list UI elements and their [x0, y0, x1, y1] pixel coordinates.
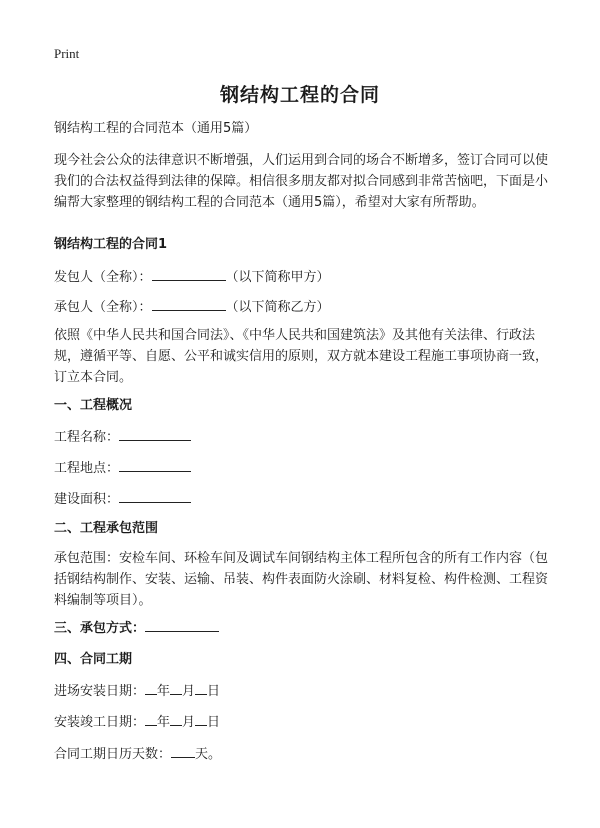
party-a-blank[interactable] [152, 266, 226, 281]
contract-heading: 钢结构工程的合同1 [54, 237, 168, 252]
party-a-suffix: （以下简称甲方） [225, 270, 330, 285]
completion-month-char: 月 [182, 715, 196, 730]
section4-heading: 四、合同工期 [54, 652, 133, 667]
project-name-blank[interactable] [119, 426, 191, 441]
calendar-days-label: 合同工期日历天数： [54, 747, 172, 762]
document-title: 钢结构工程的合同 [219, 84, 380, 106]
entry-day-blank[interactable] [195, 680, 207, 695]
days-suffix: 天。 [195, 747, 222, 762]
project-name-label: 工程名称： [54, 430, 120, 445]
contract-method-blank[interactable] [145, 617, 219, 632]
print-link[interactable]: Print [54, 46, 80, 61]
completion-month-blank[interactable] [170, 711, 182, 726]
completion-year-char: 年 [157, 715, 171, 730]
document-subtitle: 钢结构工程的合同范本（通用5篇） [54, 121, 258, 136]
party-a-line [54, 266, 550, 288]
entry-year-blank[interactable] [145, 680, 157, 695]
completion-year-blank[interactable] [145, 711, 157, 726]
entry-date-line [54, 680, 550, 702]
party-b-blank[interactable] [152, 296, 226, 311]
scope-paragraph: 承包范围：安检车间、环检车间及调试车间钢结构主体工程所包含的所有工作内容（包括钢结构制作、安装、运输、吊装、构件表面防火涂刷、材料复检、构件检测、工程资料编制等项目）。 [54, 551, 549, 608]
construction-area-line [54, 488, 550, 510]
party-b-line [54, 296, 550, 318]
entry-day-char: 日 [207, 684, 221, 699]
completion-day-char: 日 [207, 715, 221, 730]
party-b-label: 承包人（全称）： [54, 300, 152, 315]
project-location-blank[interactable] [119, 457, 191, 472]
completion-day-blank[interactable] [195, 711, 207, 726]
entry-month-blank[interactable] [170, 680, 182, 695]
project-location-line [54, 457, 550, 479]
section1-heading: 一、工程概况 [54, 398, 133, 413]
calendar-days-blank[interactable] [171, 743, 195, 758]
entry-month-char: 月 [182, 684, 196, 699]
section2-heading: 二、工程承包范围 [54, 521, 159, 536]
section3-heading: 三、承包方式： [54, 621, 146, 636]
intro-paragraph: 现今社会公众的法律意识不断增强，人们运用到合同的场合不断增多，签订合同可以使我们的合法权益得到法律的保障。相信很多朋友都对拟合同感到非常苦恼吧，下面是小编帮大家整理的钢结构工程的合同范本（通用5篇），希望对大家有所帮助。 [54, 153, 549, 210]
completion-date-line [54, 711, 550, 733]
party-a-label: 发包人（全称）： [54, 270, 152, 285]
construction-area-label: 建设面积： [54, 492, 120, 507]
completion-date-label: 安装竣工日期： [54, 715, 146, 730]
project-location-label: 工程地点： [54, 461, 120, 476]
calendar-days-line [54, 743, 550, 765]
basis-paragraph: 依照《中华人民共和国合同法》、《中华人民共和国建筑法》及其他有关法律、行政法规，遵循平等、自愿、公平和诚实信用的原则，双方就本建设工程施工事项协商一致，订立本合同。 [54, 328, 549, 385]
entry-year-char: 年 [157, 684, 171, 699]
party-b-suffix: （以下简称乙方） [225, 300, 330, 315]
section3-line [54, 617, 550, 639]
construction-area-blank[interactable] [119, 488, 191, 503]
project-name-line [54, 426, 550, 448]
entry-date-label: 进场安装日期： [54, 684, 146, 699]
